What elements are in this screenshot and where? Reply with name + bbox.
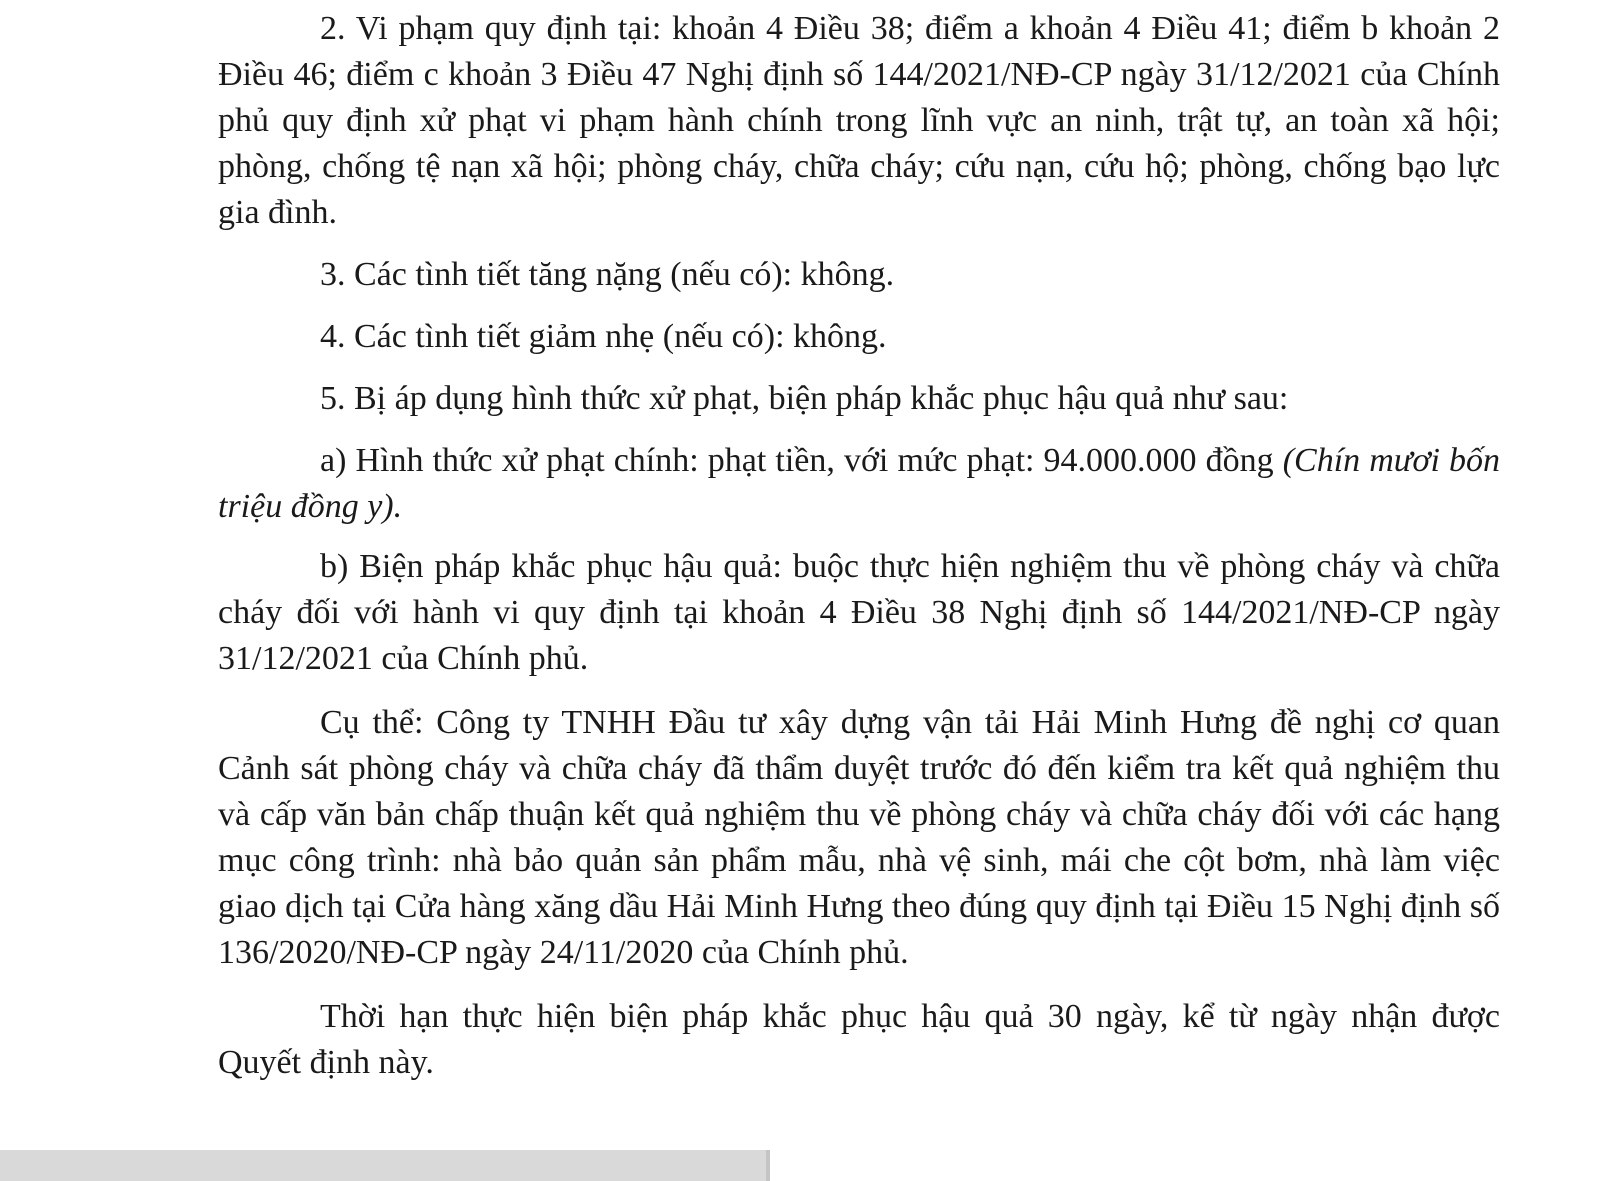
bottom-gray-bar: [0, 1150, 770, 1181]
document-body: [218, 6, 1500, 1086]
paragraph-violation-provisions: 2. Vi phạm quy định tại: khoản 4 Điều 38; điểm a khoản 4 Điều 41; điểm b khoản 2 Điều 46; điểm c khoản 3 Điều 47 Nghị định số 144/2021/NĐ-CP ngày 31/12/2021 của Chính phủ quy định xử phạt vi phạm hành chính trong lĩnh vực an ninh, trật tự, an toàn xã hội; phòng, chống tệ nạn xã hội; phòng cháy, chữa cháy; cứu nạn, cứu hộ; phòng, chống bạo lực gia đình.: [218, 10, 1500, 231]
paragraph-aggravating-circumstances: 3. Các tình tiết tăng nặng (nếu có): không.: [320, 256, 895, 293]
paragraph-main-penalty: [218, 438, 1500, 530]
paragraph-mitigating-circumstances: 4. Các tình tiết giảm nhẹ (nếu có): không.: [320, 318, 887, 355]
penalty-amount-in-words: (Chín mươi bốn triệu đồng y): [218, 442, 1500, 525]
paragraph-specifics: Cụ thể: Công ty TNHH Đầu tư xây dựng vận tải Hải Minh Hưng đề nghị cơ quan Cảnh sát phòng cháy và chữa cháy đã thẩm duyệt trước đó đến kiểm tra kết quả nghiệm thu và cấp văn bản chấp thuận kết quả nghiệm thu về phòng cháy và chữa cháy đối với các hạng mục công trình: nhà bảo quản sản phẩm mẫu, nhà vệ sinh, mái che cột bơm, nhà làm việc giao dịch tại Cửa hàng xăng dầu Hải Minh Hưng theo đúng quy định tại Điều 15 Nghị định số 136/2020/NĐ-CP ngày 24/11/2020 của Chính phủ.: [218, 704, 1500, 971]
paragraph-deadline: Thời hạn thực hiện biện pháp khắc phục hậu quả 30 ngày, kể từ ngày nhận được Quyết định này.: [218, 998, 1500, 1081]
paragraph-remedial-measure: b) Biện pháp khắc phục hậu quả: buộc thực hiện nghiệm thu về phòng cháy và chữa cháy đối với hành vi quy định tại khoản 4 Điều 38 Nghị định số 144/2021/NĐ-CP ngày 31/12/2021 của Chính phủ.: [218, 548, 1500, 677]
paragraph-penalty-measures: 5. Bị áp dụng hình thức xử phạt, biện pháp khắc phục hậu quả như sau:: [320, 380, 1289, 417]
main-penalty-text: a) Hình thức xử phạt chính: phạt tiền, với mức phạt: 94.000.000 đồng: [320, 442, 1283, 479]
main-penalty-tail: .: [393, 488, 403, 525]
